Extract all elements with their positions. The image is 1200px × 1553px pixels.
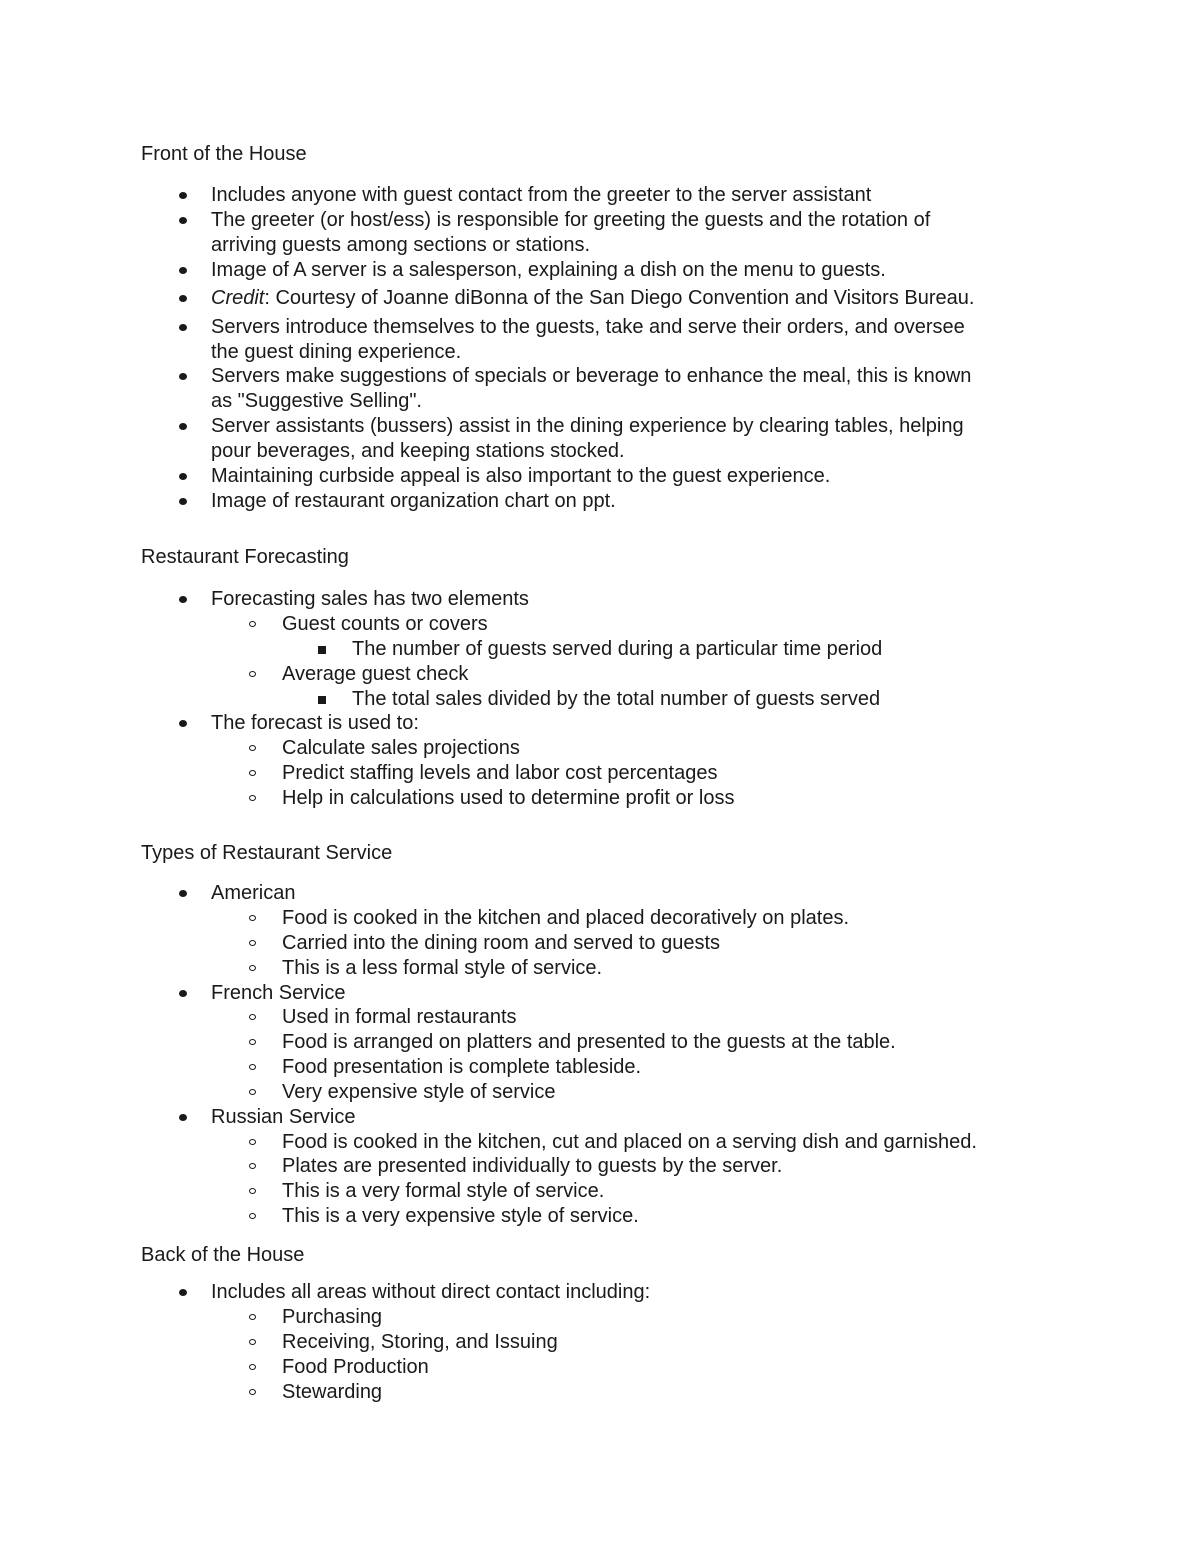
bullet-circle-icon: [249, 1339, 256, 1345]
list-item: Servers make suggestions of specials or beverage to enhance the meal, this is known: [211, 364, 971, 389]
list-item: Purchasing: [282, 1305, 382, 1330]
bullet-disc-icon: [179, 596, 187, 603]
bullet-disc-icon: [179, 1114, 187, 1121]
list-item: Calculate sales projections: [282, 736, 520, 761]
list-item: Carried into the dining room and served to guests: [282, 931, 720, 956]
list-item: Predict staffing levels and labor cost percentages: [282, 761, 717, 786]
list-item: Food presentation is complete tableside.: [282, 1055, 641, 1080]
section-heading: Types of Restaurant Service: [141, 842, 393, 864]
list-item: Guest counts or covers: [282, 612, 488, 637]
bullet-circle-icon: [249, 745, 256, 751]
bullet-disc-icon: [179, 498, 187, 505]
list-item: The total sales divided by the total number of guests served: [352, 687, 880, 712]
bullet-circle-icon: [249, 1188, 256, 1194]
bullet-circle-icon: [249, 1163, 256, 1169]
list-item: Includes anyone with guest contact from the greeter to the server assistant: [211, 183, 871, 208]
bullet-circle-icon: [249, 1389, 256, 1395]
bullet-circle-icon: [249, 940, 256, 946]
bullet-disc-icon: [179, 192, 187, 199]
list-item-continuation: as "Suggestive Selling".: [211, 390, 422, 412]
list-item: Used in formal restaurants: [282, 1005, 517, 1030]
bullet-square-icon: [318, 696, 326, 704]
list-item: This is a very expensive style of service.: [282, 1204, 639, 1229]
bullet-circle-icon: [249, 1089, 256, 1095]
bullet-circle-icon: [249, 1364, 256, 1370]
bullet-disc-icon: [179, 1289, 187, 1296]
list-item: Image of restaurant organization chart on ppt.: [211, 489, 616, 514]
list-item: Stewarding: [282, 1380, 382, 1405]
bullet-circle-icon: [249, 621, 256, 627]
list-item: Receiving, Storing, and Issuing: [282, 1330, 558, 1355]
list-item: The number of guests served during a particular time period: [352, 637, 882, 662]
list-item: Food is cooked in the kitchen and placed decoratively on plates.: [282, 906, 849, 931]
list-item: This is a very formal style of service.: [282, 1179, 604, 1204]
list-item: French Service: [211, 981, 346, 1006]
bullet-circle-icon: [249, 1213, 256, 1219]
list-item: Food is cooked in the kitchen, cut and placed on a serving dish and garnished.: [282, 1130, 977, 1155]
bullet-square-icon: [318, 646, 326, 654]
bullet-circle-icon: [249, 965, 256, 971]
list-item: Credit: Courtesy of Joanne diBonna of the San Diego Convention and Visitors Bureau.: [211, 286, 974, 311]
bullet-disc-icon: [179, 890, 187, 897]
list-item: Forecasting sales has two elements: [211, 587, 529, 612]
bullet-circle-icon: [249, 795, 256, 801]
section-heading: Front of the House: [141, 143, 307, 165]
bullet-circle-icon: [249, 1064, 256, 1070]
list-item: Food is arranged on platters and presented to the guests at the table.: [282, 1030, 896, 1055]
list-item: Plates are presented individually to guests by the server.: [282, 1154, 782, 1179]
credit-label: Credit: [211, 287, 265, 309]
bullet-circle-icon: [249, 1014, 256, 1020]
bullet-disc-icon: [179, 720, 187, 727]
section-heading: Back of the House: [141, 1244, 305, 1266]
list-item: This is a less formal style of service.: [282, 956, 602, 981]
list-item-continuation: arriving guests among sections or stations.: [211, 234, 591, 256]
bullet-disc-icon: [179, 217, 187, 224]
bullet-disc-icon: [179, 324, 187, 331]
list-item: Average guest check: [282, 662, 468, 687]
bullet-circle-icon: [249, 1139, 256, 1145]
bullet-circle-icon: [249, 1314, 256, 1320]
bullet-circle-icon: [249, 1039, 256, 1045]
list-item: The greeter (or host/ess) is responsible for greeting the guests and the rotation of: [211, 208, 930, 233]
list-item: Includes all areas without direct contact including:: [211, 1280, 650, 1305]
list-item: Image of A server is a salesperson, explaining a dish on the menu to guests.: [211, 258, 886, 283]
bullet-disc-icon: [179, 473, 187, 480]
bullet-circle-icon: [249, 915, 256, 921]
list-item: Maintaining curbside appeal is also important to the guest experience.: [211, 464, 830, 489]
bullet-circle-icon: [249, 671, 256, 677]
list-item: Server assistants (bussers) assist in the dining experience by clearing tables, helping: [211, 414, 964, 439]
bullet-disc-icon: [179, 295, 187, 302]
list-item: American: [211, 881, 295, 906]
list-item: Food Production: [282, 1355, 429, 1380]
bullet-disc-icon: [179, 423, 187, 430]
list-item: Help in calculations used to determine profit or loss: [282, 786, 734, 811]
section-heading: Restaurant Forecasting: [141, 546, 349, 568]
bullet-disc-icon: [179, 267, 187, 274]
bullet-circle-icon: [249, 770, 256, 776]
list-item: The forecast is used to:: [211, 711, 419, 736]
list-item: Very expensive style of service: [282, 1080, 555, 1105]
list-item: Russian Service: [211, 1105, 356, 1130]
list-item: Servers introduce themselves to the guests, take and serve their orders, and oversee: [211, 315, 965, 340]
bullet-disc-icon: [179, 373, 187, 380]
list-item-continuation: pour beverages, and keeping stations stocked.: [211, 440, 625, 462]
list-item-continuation: the guest dining experience.: [211, 341, 462, 363]
bullet-disc-icon: [179, 990, 187, 997]
